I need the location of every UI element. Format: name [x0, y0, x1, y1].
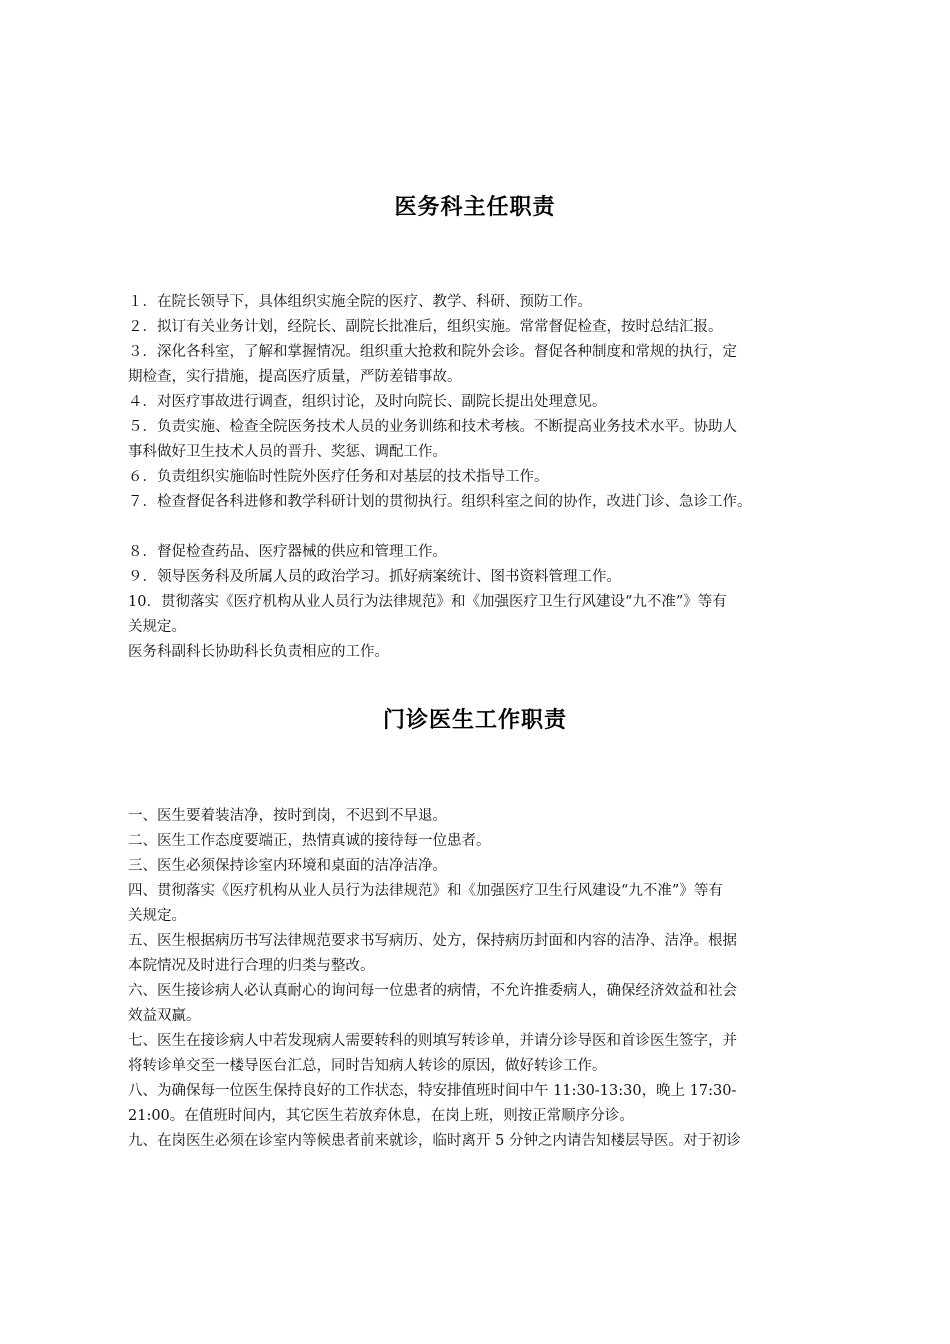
duty-line: 事科做好卫生技术人员的晋升、奖惩、调配工作。: [128, 444, 447, 460]
duty-line: 本院情况及时进行合理的归类与整改。: [128, 958, 375, 974]
duty-line: 医务科副科长协助科长负责相应的工作。: [128, 644, 389, 660]
duty-line: 五、医生根据病历书写法律规范要求书写病历、处方，保持病历封面和内容的洁净、洁净。根据: [128, 933, 737, 949]
duty-line: 二、医生工作态度要端正，热情真诚的接待每一位患者。: [128, 833, 491, 849]
duty-line: ９．领导医务科及所属人员的政治学习。抓好病案统计、图书资料管理工作。: [128, 569, 621, 585]
duty-line: 关规定。: [128, 619, 186, 635]
duty-line: ４．对医疗事故进行调查，组织讨论，及时向院长、副院长提出处理意见。: [128, 394, 607, 410]
duty-line: ５．负责实施、检查全院医务技术人员的业务训练和技术考核。不断提高业务技术水平。协助人: [128, 419, 737, 435]
section-title-outpatient-doctor: 门诊医生工作职责: [382, 708, 567, 733]
duty-line: 三、医生必须保持诊室内环境和桌面的洁净洁净。: [128, 858, 447, 874]
duty-line: ２．拟订有关业务计划，经院长、副院长批准后，组织实施。常常督促检查，按时总结汇报。: [128, 319, 723, 335]
duty-line: ６．负责组织实施临时性院外医疗任务和对基层的技术指导工作。: [128, 469, 549, 485]
duty-line: 10．贯彻落实《医疗机构从业人员行为法律规范》和《加强医疗卫生行风建设“九不准”》等有: [128, 594, 727, 610]
duty-line: 四、贯彻落实《医疗机构从业人员行为法律规范》和《加强医疗卫生行风建设“九不准”》等有: [128, 883, 723, 899]
duty-line: ７．检查督促各科进修和教学科研计划的贯彻执行。组织科室之间的协作，改进门诊、急诊工作。: [128, 494, 752, 510]
section-title-medical-affairs-director: 医务科主任职责: [394, 195, 556, 220]
duty-line: 期检查，实行措施，提高医疗质量，严防差错事故。: [128, 369, 462, 385]
duty-line: 效益双赢。: [128, 1008, 201, 1024]
duty-line: 21:00。在值班时间内，其它医生若放弃休息，在岗上班，则按正常顺序分诊。: [128, 1108, 634, 1124]
duty-line: 九、在岗医生必须在诊室内等候患者前来就诊，临时离开 5 分钟之内请告知楼层导医。对于初诊: [128, 1133, 741, 1149]
duty-line: 关规定。: [128, 908, 186, 924]
duty-line: 将转诊单交至一楼导医台汇总，同时告知病人转诊的原因，做好转诊工作。: [128, 1058, 607, 1074]
duty-line: ３．深化各科室，了解和掌握情况。组织重大抢救和院外会诊。督促各种制度和常规的执行，定: [128, 344, 737, 360]
duty-line: 一、医生要着装洁净，按时到岗，不迟到不早退。: [128, 808, 447, 824]
duty-line: ８．督促检查药品、医疗器械的供应和管理工作。: [128, 544, 447, 560]
duty-line: １．在院长领导下，具体组织实施全院的医疗、教学、科研、预防工作。: [128, 294, 592, 310]
duty-line: 六、医生接诊病人必认真耐心的询问每一位患者的病情，不允许推委病人，确保经济效益和社会: [128, 983, 737, 999]
duty-line: 七、医生在接诊病人中若发现病人需要转科的则填写转诊单，并请分诊导医和首诊医生签字，并: [128, 1033, 737, 1049]
duty-line: 八、为确保每一位医生保持良好的工作状态，特安排值班时间中午 11:30-13:30，晚上 17:30-: [128, 1083, 737, 1099]
